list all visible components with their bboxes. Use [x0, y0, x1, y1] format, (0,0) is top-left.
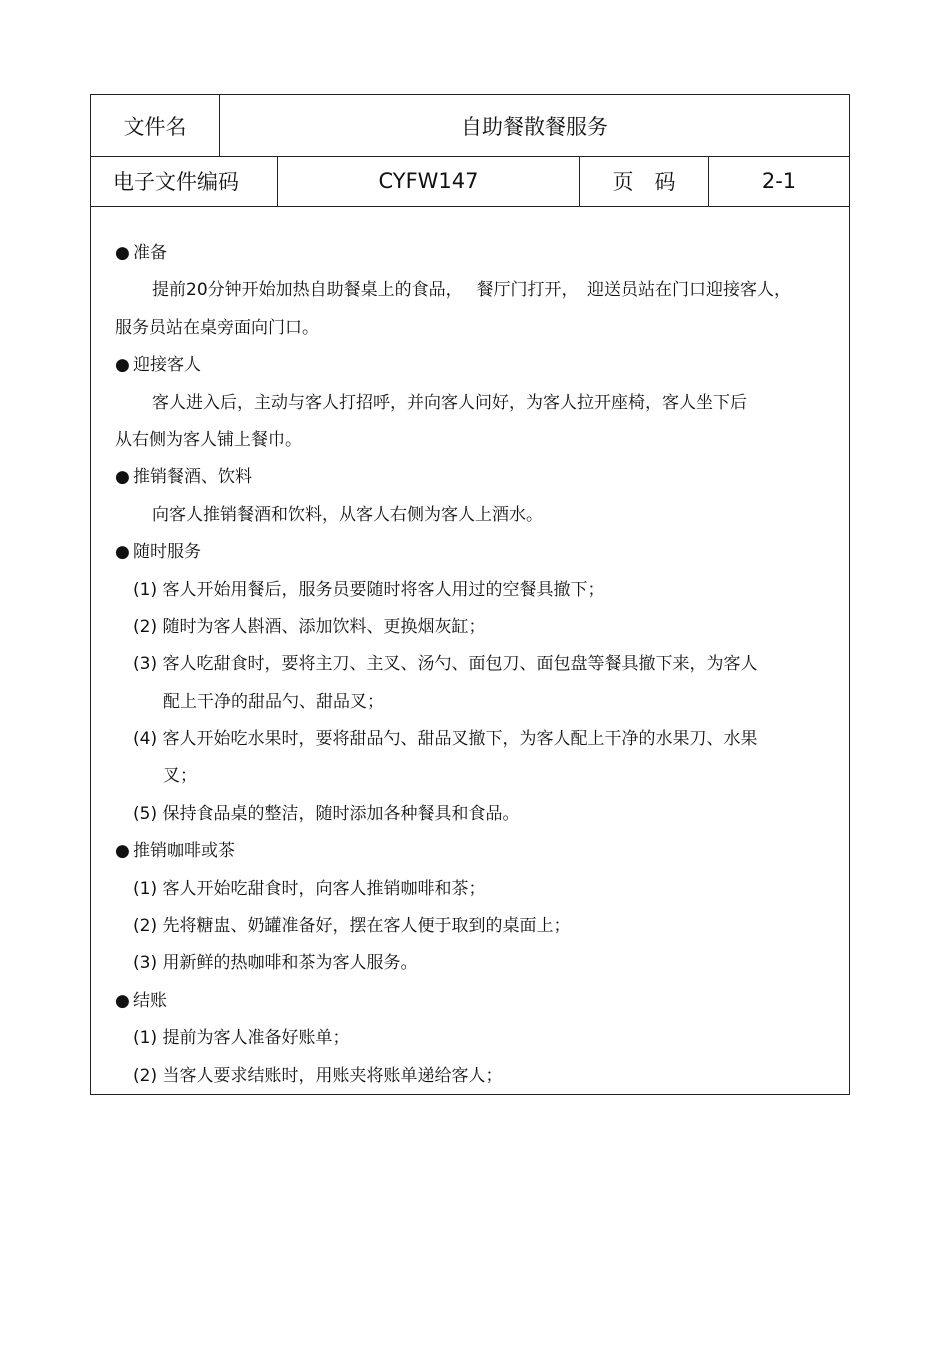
document-body: [115, 235, 825, 1095]
paragraph-line: 向客人推销餐酒和饮料，从客人右侧为客人上酒水。: [152, 504, 543, 525]
document-form: [90, 94, 850, 1095]
list-item: (3) 客人吃甜食时，要将主刀、主叉、汤勺、面包刀、面包盘等餐具撤下来，为客人: [133, 654, 758, 675]
list-item: (3) 用新鲜的热咖啡和茶为客人服务。: [133, 953, 418, 974]
bullet-icon: ●: [115, 542, 130, 563]
file-name-value: 自助餐散餐服务: [461, 114, 608, 139]
code-value: CYFW147: [378, 169, 479, 193]
section-heading: ● 准备: [115, 235, 825, 272]
header-row-code: [91, 156, 849, 207]
file-name-label: 文件名: [123, 114, 187, 139]
paragraph-line: 提前20分钟开始加热自助餐桌上的食品， 餐厅门打开， 迎送员站在门口迎接客人，: [152, 280, 792, 301]
section-heading: ● 推销餐酒、饮料: [115, 459, 825, 496]
bullet-icon: ●: [115, 841, 130, 862]
list-item: (1) 客人开始用餐后，服务员要随时将客人用过的空餐具撤下；: [133, 579, 605, 600]
list-item: (4) 客人开始吃水果时，要将甜品勺、甜品叉撤下，为客人配上干净的水果刀、水果: [133, 729, 758, 750]
list-item: (1) 客人开始吃甜食时，向客人推销咖啡和茶；: [133, 878, 486, 899]
paragraph-line: 客人进入后，主动与客人打招呼，并向客人问好，为客人拉开座椅，客人坐下后: [152, 392, 747, 413]
list-item: (2) 当客人要求结账时，用账夹将账单递给客人；: [133, 1065, 503, 1086]
section-heading: ● 迎接客人: [115, 347, 825, 384]
section-heading: ● 推销咖啡或茶: [115, 833, 825, 870]
list-item: (5) 保持食品桌的整洁，随时添加各种餐具和食品。: [133, 803, 520, 824]
bullet-icon: ●: [115, 467, 130, 488]
header-row-title: [91, 95, 849, 157]
bullet-icon: ●: [115, 990, 130, 1011]
bullet-icon: ●: [115, 243, 130, 263]
list-item-continued: 配上干净的甜品勺、甜品叉；: [163, 691, 384, 712]
page-value: 2-1: [761, 169, 797, 193]
code-label: 电子文件编码: [113, 170, 239, 194]
list-item-continued: 叉；: [163, 766, 197, 787]
bullet-icon: ●: [115, 355, 130, 376]
list-item: (2) 随时为客人斟酒、添加饮料、更换烟灰缸；: [133, 616, 486, 637]
paragraph-line: 从右侧为客人铺上餐巾。: [115, 429, 302, 450]
list-item: (1) 提前为客人准备好账单；: [133, 1028, 350, 1049]
list-item: (2) 先将糖盅、奶罐准备好，摆在客人便于取到的桌面上；: [133, 916, 571, 937]
section-heading: ● 结账: [115, 983, 825, 1020]
paragraph-line: 服务员站在桌旁面向门口。: [115, 317, 319, 338]
section-heading: ● 随时服务: [115, 534, 825, 571]
page-label: 页 码: [612, 170, 676, 194]
